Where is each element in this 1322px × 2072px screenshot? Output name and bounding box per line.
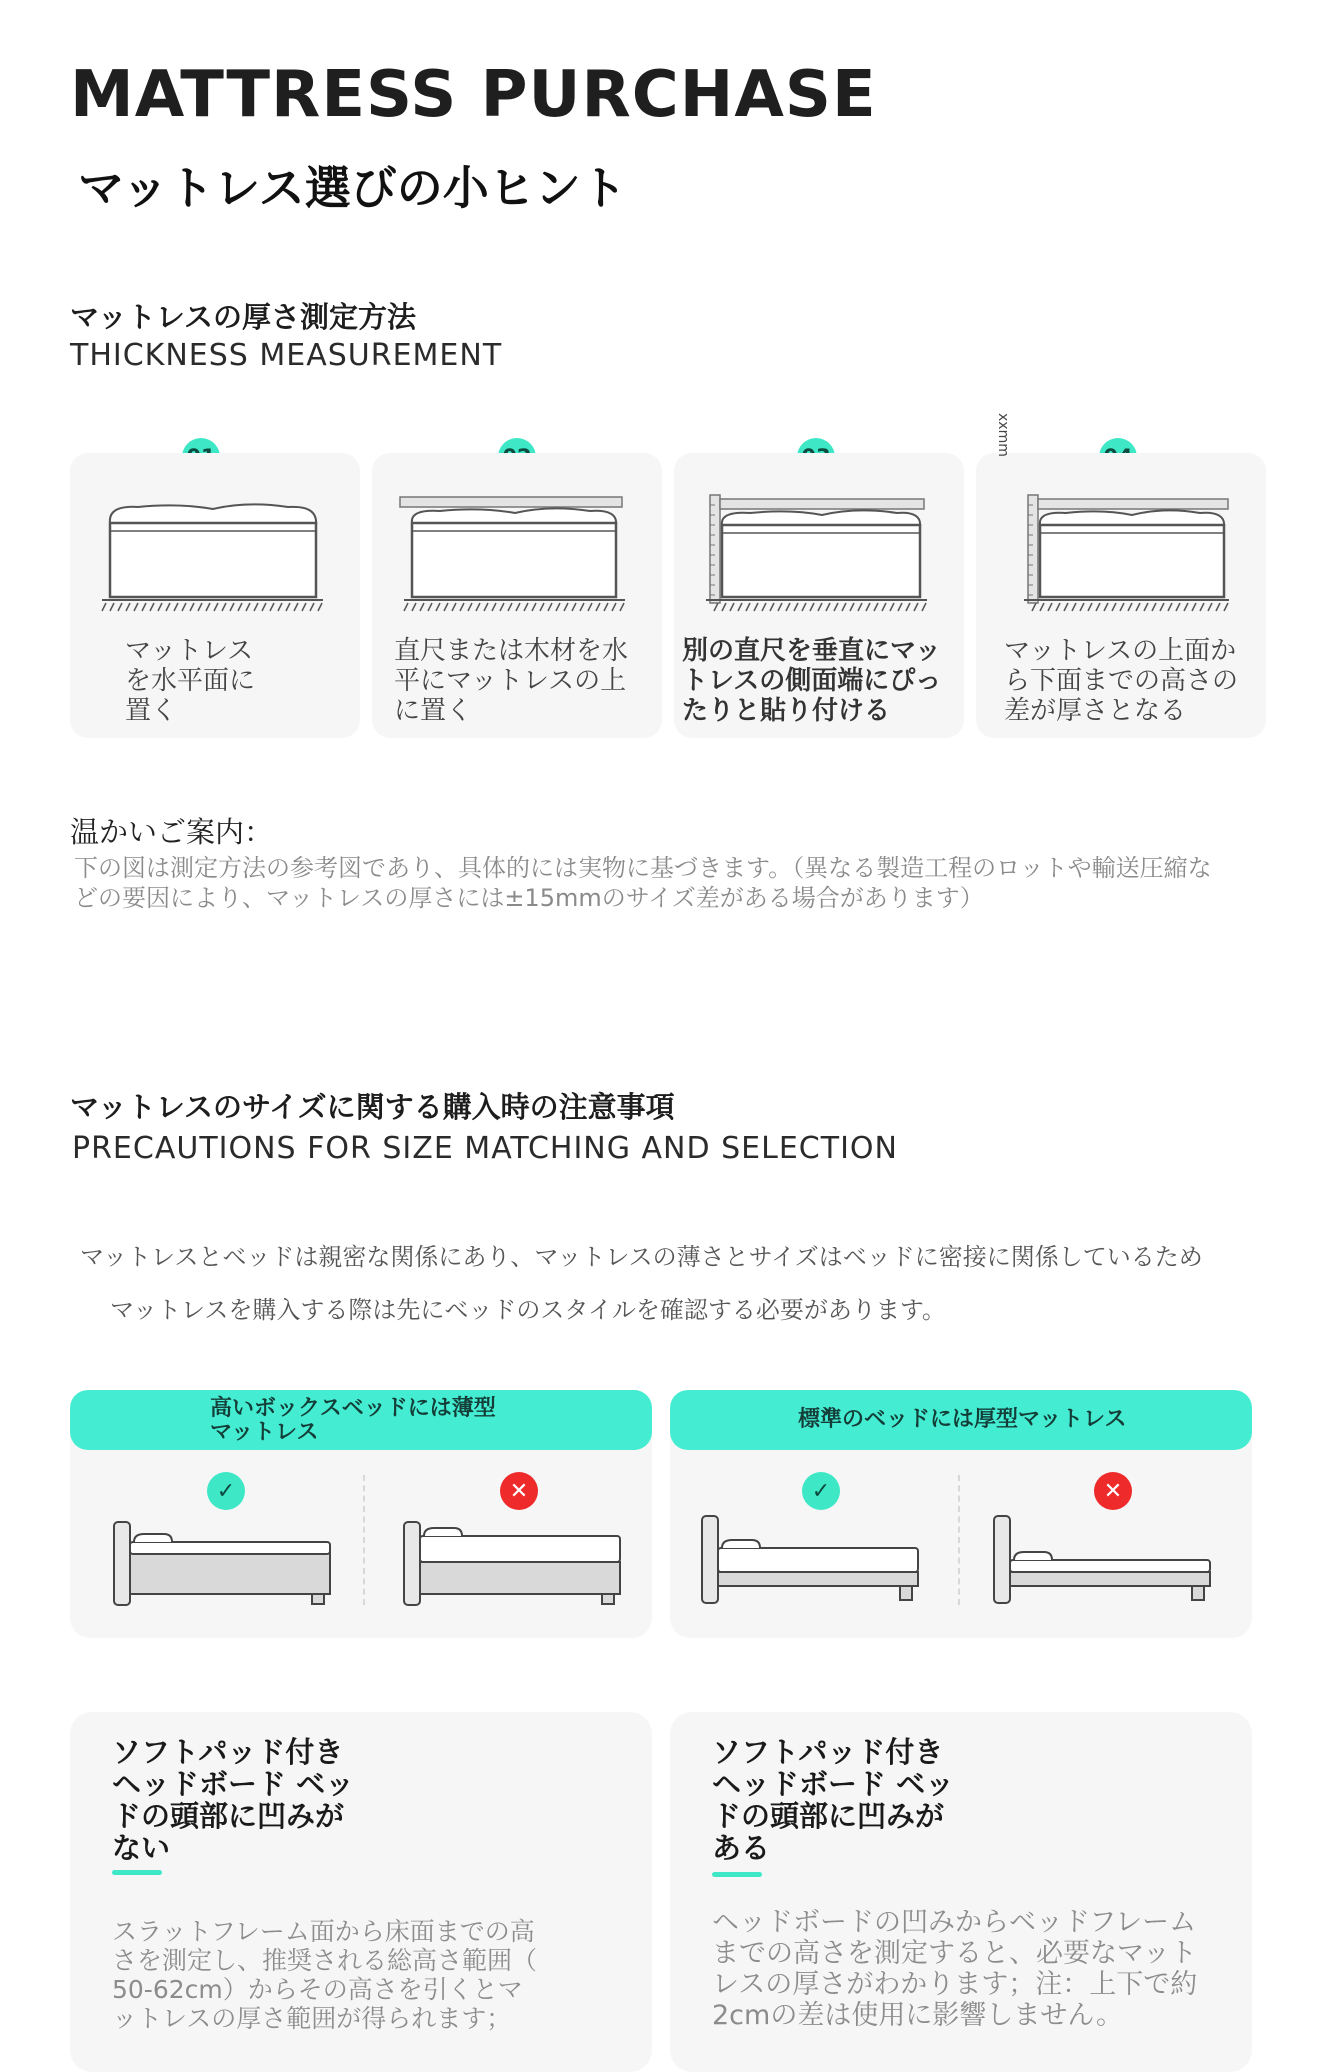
step-01-line-2: を水平面に: [125, 666, 256, 696]
step-card-02: [372, 453, 662, 738]
panel-header-line-2: マットレス: [210, 1420, 319, 1445]
cross-icon: ✕: [1094, 1472, 1132, 1510]
panel-header-high-box: [70, 1390, 652, 1450]
info-body-line-2: さを測定し、推奨される総高さ範囲（: [112, 1946, 538, 1975]
info-title-line-1: ソフトパッド付き: [112, 1735, 344, 1769]
step-03-line-2: トレスの側面端にぴっ: [682, 666, 942, 696]
info-title-line-4: ない: [112, 1831, 171, 1865]
info-body-line-1: スラットフレーム面から床面までの高: [112, 1917, 535, 1946]
notice-body: 下の図は測定方法の参考図であり、具体的には実物に基づきます。（異なる製造工程のロットや輸送圧縮などの要因により、マットレスの厚さには±15mmのサイズ差がある場合があります）: [74, 854, 1212, 912]
high-bed-thick-mattress-illustration: [402, 1512, 627, 1607]
info-card-title: [112, 1736, 354, 1864]
bed-panel-standard: [670, 1390, 1252, 1638]
step-04-line-3: 差が厚さとなる: [1004, 696, 1187, 726]
info-body-line-1: ヘッドボードの凹みからベッドフレーム: [712, 1907, 1197, 1938]
info-title-line-3: ドの頭部に凹みが: [112, 1799, 345, 1833]
precautions-title-en: PRECAUTIONS FOR SIZE MATCHING AND SELECTION: [72, 1131, 898, 1166]
standard-bed-thin-mattress-illustration: [992, 1510, 1217, 1605]
step-04-line-1: マットレスの上面か: [1004, 636, 1237, 666]
info-title-line-3: ドの頭部に凹みが: [712, 1799, 945, 1833]
step-01-line-3: 置く: [125, 696, 178, 726]
step-03-line-1: 別の直尺を垂直にマッ: [682, 636, 941, 666]
info-card-with-recess: [670, 1712, 1252, 2072]
step-card-01: [70, 453, 360, 738]
high-bed-thin-mattress-illustration: [112, 1512, 337, 1607]
notice-heading: 温かいご案内：: [70, 815, 274, 849]
page-title-en: MATTRESS PURCHASE: [70, 58, 877, 132]
thickness-title-jp: マットレスの厚さ測定方法: [70, 300, 416, 334]
info-body-line-3: 50-62cm）からその高さを引くとマ: [112, 1975, 523, 2004]
info-body-line-2: までの高さを測定すると、必要なマット: [712, 1938, 1197, 1969]
info-title-line-2: ヘッドボード ベッ: [712, 1767, 955, 1801]
precautions-title-jp: マットレスのサイズに関する購入時の注意事項: [70, 1090, 675, 1124]
check-icon: ✓: [802, 1472, 840, 1510]
step-02-line-3: に置く: [394, 696, 473, 726]
panel-divider: [363, 1475, 365, 1605]
info-title-line-4: ある: [712, 1831, 771, 1865]
cross-icon: ✕: [500, 1472, 538, 1510]
ruler-on-mattress-illustration: [400, 495, 625, 615]
accent-underline: [112, 1870, 162, 1875]
step-02-line-1: 直尺または木材を水: [394, 636, 629, 666]
standard-bed-thick-mattress-illustration: [700, 1510, 925, 1605]
thickness-reading-illustration: [995, 413, 1229, 615]
info-card-no-recess: [70, 1712, 652, 2072]
info-body-line-4: 2cmの差は使用に影響しません。: [712, 2000, 1123, 2031]
panel-header-standard: [670, 1390, 1252, 1450]
info-card-title: [712, 1736, 954, 1864]
vertical-ruler-illustration: [702, 495, 927, 615]
accent-underline: [712, 1872, 762, 1877]
panel-header-line-1: 標準のベッドには厚型マットレス: [798, 1407, 1127, 1432]
page-title-jp: マットレス選びの小ヒント: [78, 161, 627, 215]
step-01-line-1: マットレス: [125, 636, 254, 666]
info-title-line-2: ヘッドボード ベッ: [112, 1767, 355, 1801]
check-icon: ✓: [207, 1472, 245, 1510]
step-card-04: [976, 413, 1266, 738]
step-02-line-2: 平にマットレスの上: [394, 666, 627, 696]
thickness-title-en: THICKNESS MEASUREMENT: [70, 338, 503, 373]
step-03-line-3: たりと貼り付ける: [682, 696, 891, 726]
bed-panel-high-box: [70, 1390, 652, 1638]
step-card-03: [674, 453, 964, 738]
ruler-label: xxmm: [995, 413, 1011, 457]
mattress-on-floor-illustration: [98, 495, 323, 615]
precautions-intro-line-2: マットレスを購入する際は先にベッドのスタイルを確認する必要があります。: [110, 1296, 946, 1324]
precautions-intro-line-1: マットレスとベッドは親密な関係にあり、マットレスの薄さとサイズはベッドに密接に関係しているため: [80, 1243, 1203, 1271]
info-title-line-1: ソフトパッド付き: [712, 1735, 944, 1769]
info-card-body: [712, 1907, 1197, 2031]
info-card-body: [112, 1917, 537, 2033]
panel-divider: [958, 1475, 960, 1605]
info-body-line-4: ットレスの厚さ範囲が得られます；: [112, 2004, 512, 2033]
panel-header-line-1: 高いボックスベッドには薄型: [210, 1396, 496, 1421]
info-body-line-3: レスの厚さがわかります；注：上下で約: [712, 1969, 1198, 2000]
step-04-line-2: ら下面までの高さの: [1004, 666, 1239, 696]
